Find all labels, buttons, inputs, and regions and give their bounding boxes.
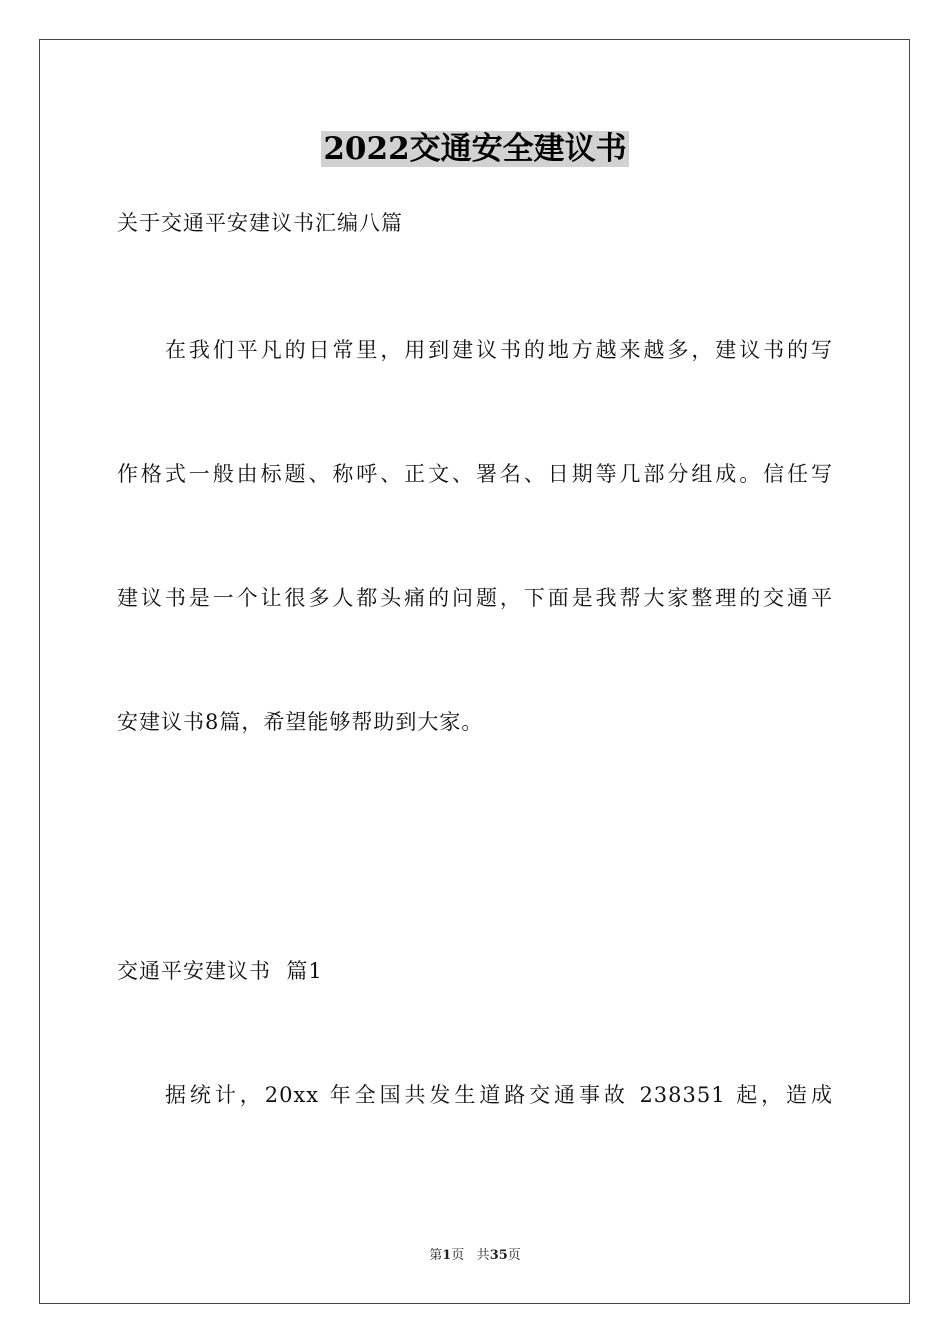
footer-page-suffix: 页: [451, 1248, 465, 1263]
section-first-line: 据统计，20xx 年全国共发生道路交通事故 238351 起，造成: [165, 1083, 833, 1107]
intro-line-1: 在我们平凡的日常里，用到建议书的地方越来越多，建议书的写: [165, 338, 833, 362]
footer-page-number: 1: [442, 1248, 452, 1263]
intro-line-4: 安建议书8篇，希望能够帮助到大家。: [117, 710, 484, 734]
document-subtitle: 关于交通平安建议书汇编八篇: [117, 211, 403, 235]
section-heading: 交通平安建议书 篇1: [117, 959, 323, 983]
page-footer: [0, 1246, 950, 1266]
footer-total-suffix: 页: [507, 1248, 521, 1263]
intro-line-2: 作格式一般由标题、称呼、正文、署名、日期等几部分组成。信任写: [117, 462, 833, 486]
footer-page-prefix: 第: [429, 1248, 443, 1263]
document-title-text: 2022交通安全建议书: [323, 131, 627, 167]
footer-total-pages: 35: [489, 1248, 508, 1263]
document-title: [0, 128, 950, 170]
intro-line-3: 建议书是一个让很多人都头痛的问题，下面是我帮大家整理的交通平: [117, 586, 833, 610]
footer-total-prefix: 共: [476, 1248, 490, 1263]
